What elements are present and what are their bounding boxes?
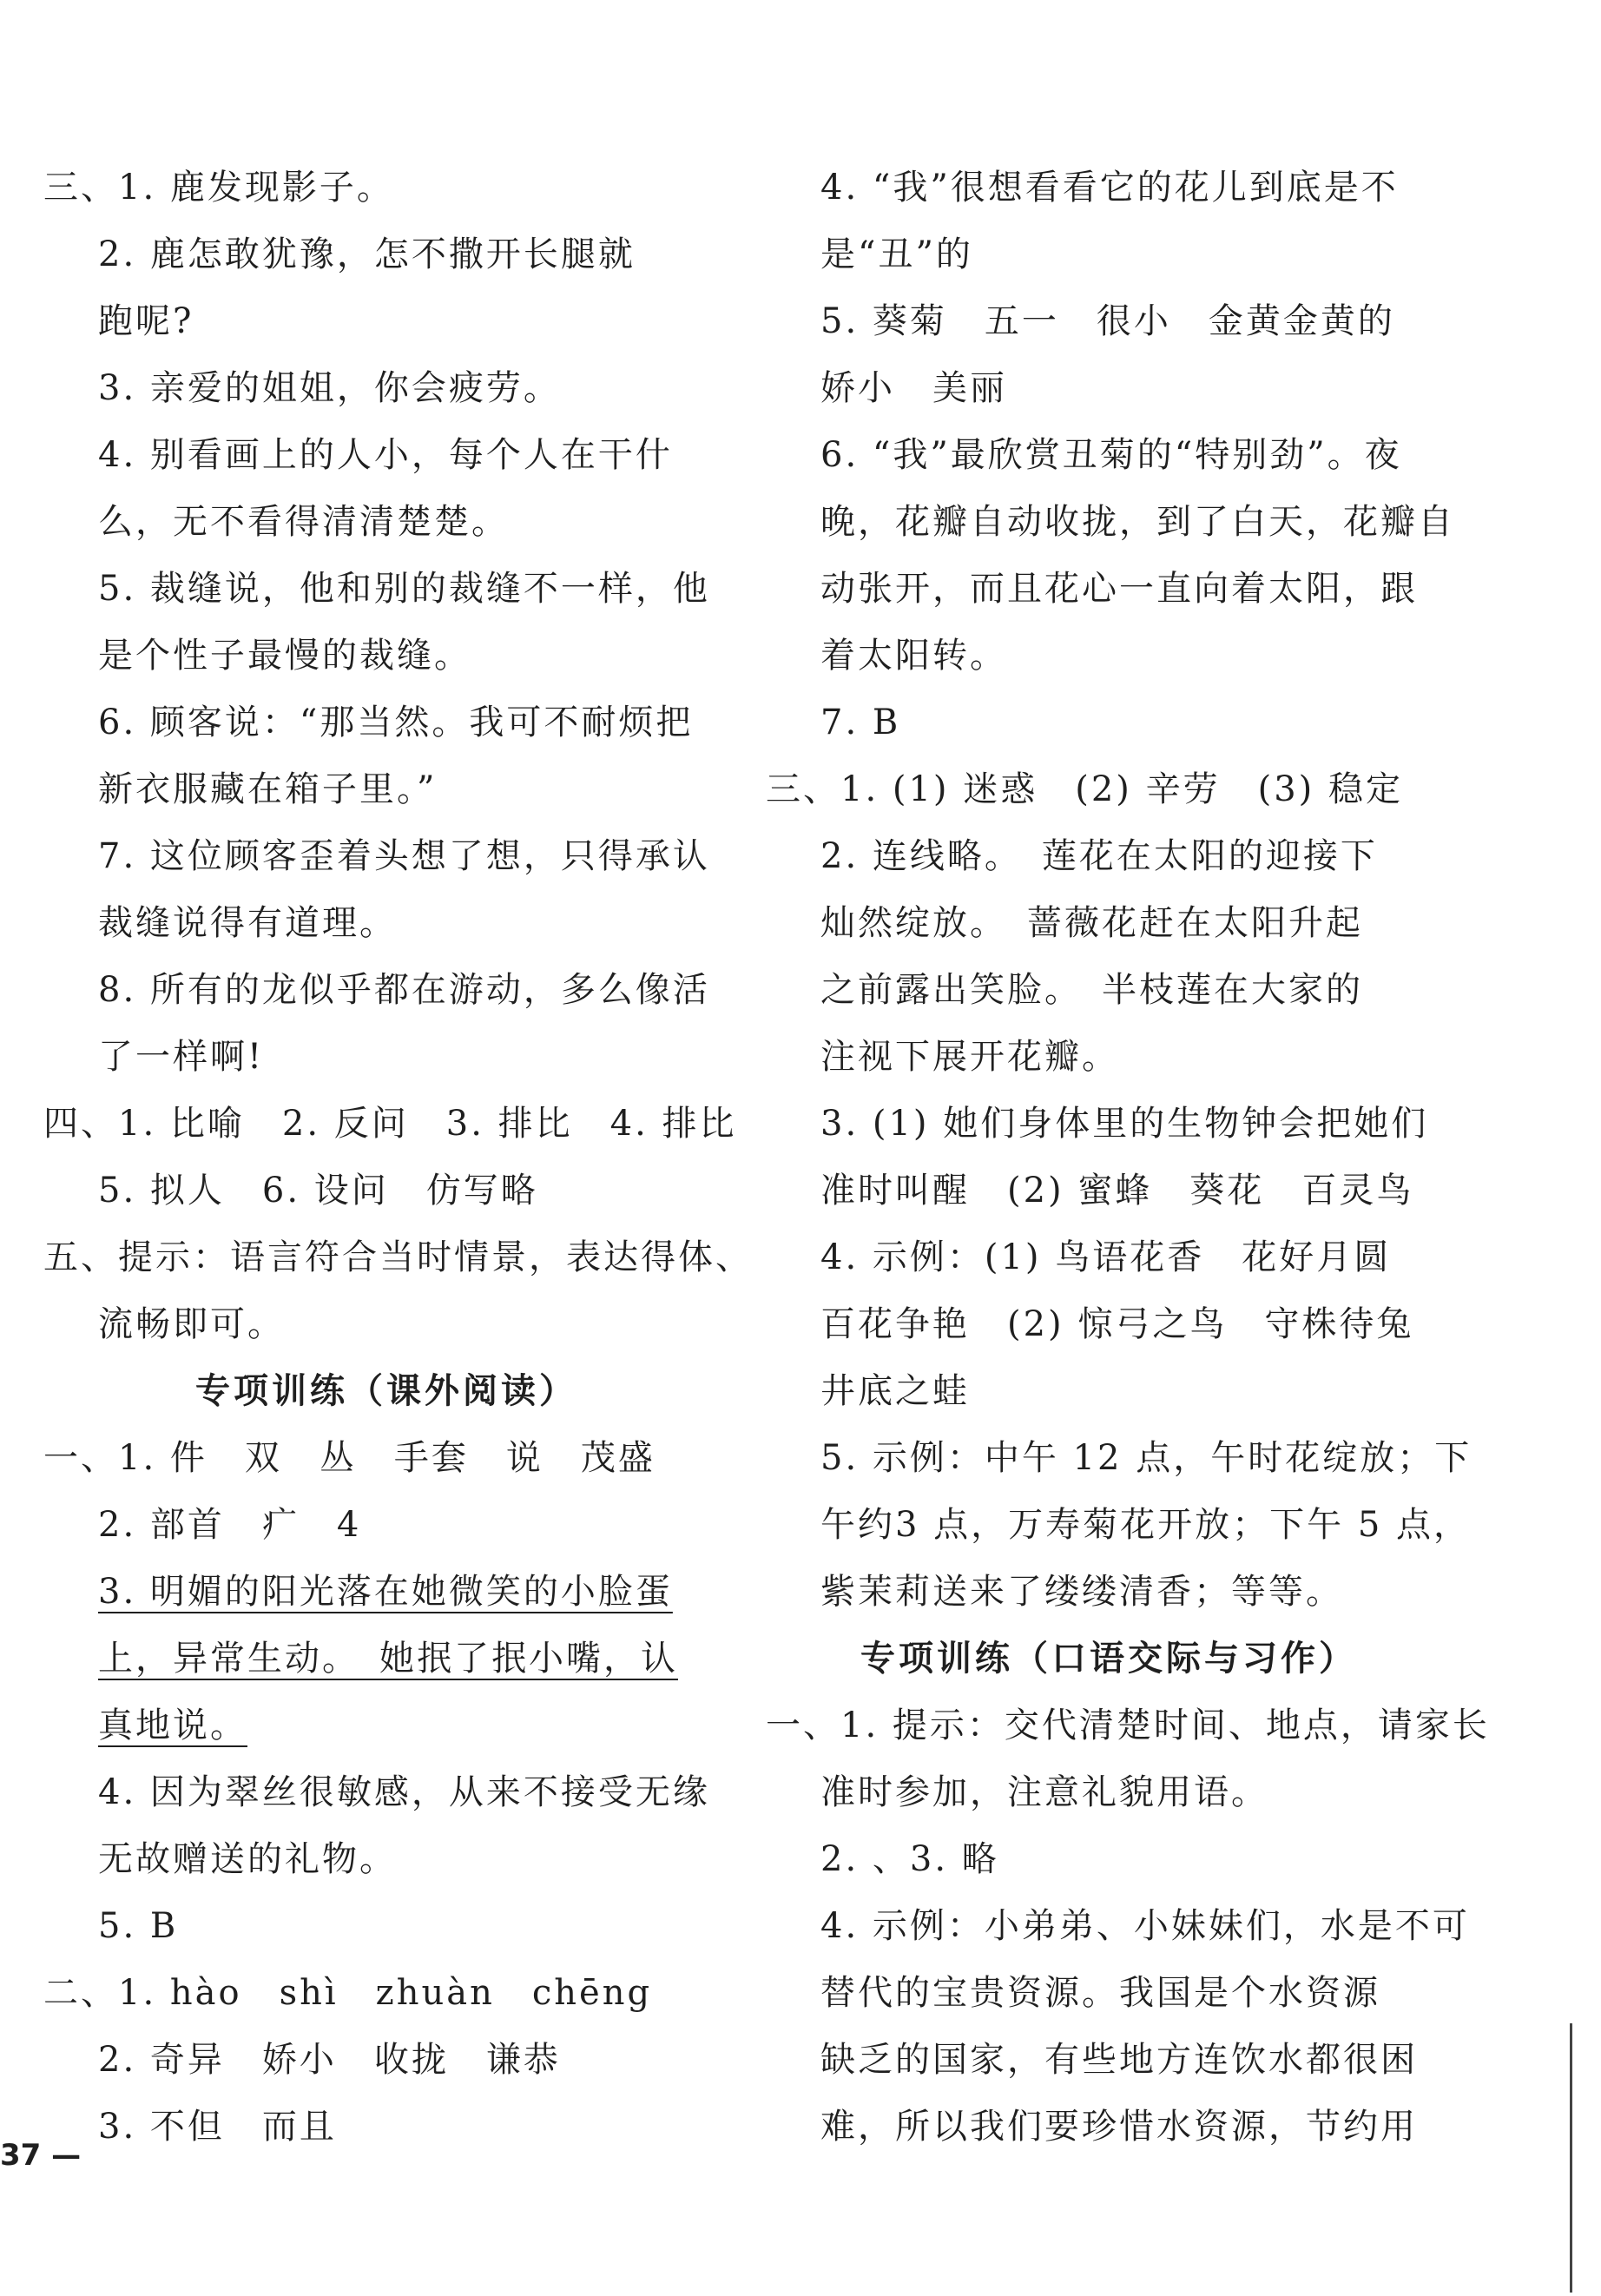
answer-line: 三、1. (1) 迷惑 (2) 辛劳 (3) 稳定 xyxy=(766,769,1404,809)
underlined-sentence: 真地说。 xyxy=(98,1706,247,1745)
answer-line: 裁缝说得有道理。 xyxy=(98,903,397,943)
answer-line: 8. 所有的龙似乎都在游动，多么像活 xyxy=(98,970,710,1010)
answer-line: 4. 示例：小弟弟、小妹妹们，水是不可 xyxy=(820,1906,1470,1946)
answer-line: 紫茉莉送来了缕缕清香；等等。 xyxy=(820,1572,1343,1612)
answer-line: 5. 葵菊 五一 很小 金黄金黄的 xyxy=(820,301,1395,341)
answer-line: 2. 、3. 略 xyxy=(820,1839,999,1879)
answer-line: 二、1. hào shì zhuàn chēng xyxy=(43,1973,653,2013)
answer-line: 2. 连线略。 莲花在太阳的迎接下 xyxy=(820,836,1378,876)
answer-line: 5. 裁缝说，他和别的裁缝不一样，他 xyxy=(98,569,710,609)
answer-line: 无故赠送的礼物。 xyxy=(98,1839,397,1879)
answer-line: 新衣服藏在箱子里。” xyxy=(98,769,438,809)
answer-line: 5. B xyxy=(98,1906,179,1946)
underlined-sentence: 3. 明媚的阳光落在她微笑的小脸蛋 xyxy=(98,1572,673,1612)
answer-line: 难，所以我们要珍惜水资源，节约用 xyxy=(820,2107,1418,2147)
answer-line: 7. 这位顾客歪着头想了想，只得承认 xyxy=(98,836,710,876)
answer-line xyxy=(43,1626,729,1692)
answer-line: 2. 鹿怎敢犹豫，怎不撒开长腿就 xyxy=(98,234,636,274)
answer-line: 跑呢? xyxy=(98,301,194,341)
answer-line: 6. 顾客说：“那当然。我可不耐烦把 xyxy=(98,703,694,742)
answer-line: 灿然绽放。 蔷薇花赶在太阳升起 xyxy=(820,903,1363,943)
underlined-sentence: 上，异常生动。 她抿了抿小嘴，认 xyxy=(98,1639,678,1679)
right-column xyxy=(766,155,1490,2161)
answer-line: 6. “我”最欣赏丑菊的“特别劲”。夜 xyxy=(820,435,1402,475)
answer-line: 5. 示例：中午 12 点，午时花绽放；下 xyxy=(820,1438,1473,1478)
answer-line: 3. 亲爱的姐姐，你会疲劳。 xyxy=(98,368,561,408)
answer-line: 准时叫醒 (2) 蜜蜂 葵花 百灵鸟 xyxy=(820,1171,1414,1211)
answer-line: 准时参加，注意礼貌用语。 xyxy=(820,1772,1268,1812)
answer-line: 4. 示例：(1) 鸟语花香 花好月圆 xyxy=(820,1237,1392,1277)
answer-line xyxy=(43,1559,729,1626)
answer-line: 缺乏的国家，有些地方连饮水都很困 xyxy=(820,2040,1418,2080)
answer-line: 之前露出笑脸。 半枝莲在大家的 xyxy=(820,970,1363,1010)
answer-line: 4. 别看画上的人小，每个人在干什 xyxy=(98,435,673,475)
answer-line: 晚，花瓣自动收拢，到了白天，花瓣自 xyxy=(820,502,1455,542)
answer-line: 3. 不但 而且 xyxy=(98,2107,337,2147)
answer-line: 注视下展开花瓣。 xyxy=(820,1037,1119,1077)
answer-line: 午约3 点，万寿菊花开放；下午 5 点， xyxy=(820,1505,1472,1545)
answer-line: 5. 拟人 6. 设问 仿写略 xyxy=(98,1171,538,1211)
answer-line: 4. “我”很想看看它的花儿到底是不 xyxy=(820,168,1399,208)
answer-line: 三、1. 鹿发现影子。 xyxy=(43,168,394,208)
answer-line: 动张开，而且花心一直向着太阳，跟 xyxy=(820,569,1418,609)
answer-line: 娇小 美丽 xyxy=(820,368,1007,408)
answer-line: 3. (1) 她们身体里的生物钟会把她们 xyxy=(820,1104,1429,1144)
answer-line: 四、1. 比喻 2. 反问 3. 排比 4. 排比 xyxy=(43,1104,737,1144)
answer-line: 么，无不看得清清楚楚。 xyxy=(98,502,509,542)
answer-line xyxy=(43,1692,729,1759)
answer-line: 7. B xyxy=(820,703,901,742)
answer-line: 一、1. 件 双 丛 手套 说 茂盛 xyxy=(43,1438,656,1478)
answer-line: 4. 因为翠丝很敏感，从来不接受无缘 xyxy=(98,1772,710,1812)
answer-line: 百花争艳 (2) 惊弓之鸟 守株待兔 xyxy=(820,1304,1414,1344)
answer-line: 流畅即可。 xyxy=(98,1304,285,1344)
page-number: 37 — xyxy=(0,2138,82,2173)
answer-line: 替代的宝贵资源。我国是个水资源 xyxy=(820,1973,1380,2013)
margin-rule xyxy=(1570,2023,1572,2293)
answer-line: 是个性子最慢的裁缝。 xyxy=(98,636,471,676)
answer-line: 2. 奇异 娇小 收拢 谦恭 xyxy=(98,2040,561,2080)
left-column xyxy=(43,155,753,2161)
section-heading: 专项训练（口语交际与习作） xyxy=(860,1639,1357,1679)
answer-line: 着太阳转。 xyxy=(820,636,1007,676)
answer-line: 井底之蛙 xyxy=(820,1371,970,1411)
section-heading: 专项训练（课外阅读） xyxy=(195,1371,577,1411)
answer-line: 2. 部首 疒 4 xyxy=(98,1505,362,1545)
answer-line: 一、1. 提示：交代清楚时间、地点，请家长 xyxy=(766,1706,1490,1745)
answer-line: 了一样啊! xyxy=(98,1037,265,1077)
answer-line: 是“丑”的 xyxy=(820,234,973,274)
answer-line: 五、提示：语言符合当时情景，表达得体、 xyxy=(43,1237,753,1277)
